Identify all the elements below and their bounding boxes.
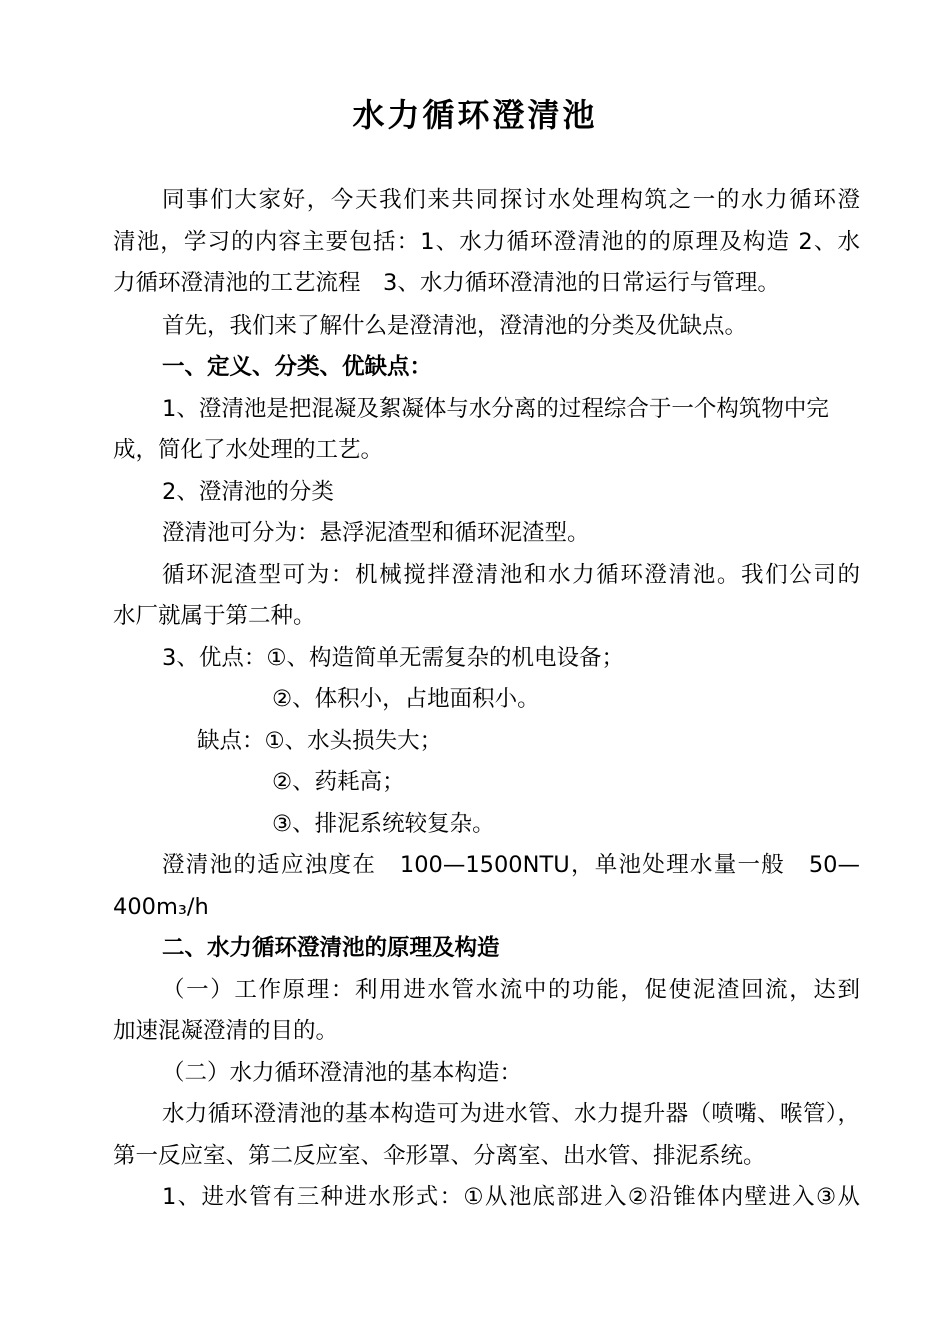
paragraph-line: 加速混凝澄清的目的。 (113, 1018, 339, 1044)
paragraph-line: 澄清池的适应浊度在 100—1500NTU，单池处理水量一般 50— (162, 852, 860, 878)
document-title: 水力循环澄清池 (352, 96, 598, 134)
paragraph-line: 水厂就属于第二种。 (113, 603, 316, 629)
section-heading: 二、水力循环澄清池的原理及构造 (162, 935, 500, 961)
paragraph-line: 清池，学习的内容主要包括：1、水力循环澄清池的的原理及构造 2、水 (113, 229, 860, 255)
paragraph-line: 循环泥渣型可为：机械搅拌澄清池和水力循环澄清池。我们公司的 (162, 562, 860, 588)
paragraph-line: 首先，我们来了解什么是澄清池，澄清池的分类及优缺点。 (162, 313, 748, 339)
paragraph-line: 第一反应室、第二反应室、伞形罩、分离室、出水管、排泥系统。 (113, 1143, 766, 1169)
paragraph-line: ③、排泥系统较复杂。 (272, 811, 495, 837)
paragraph-line: 1、澄清池是把混凝及絮凝体与水分离的过程综合于一个构筑物中完 (162, 396, 829, 422)
paragraph-line: ②、体积小，占地面积小。 (272, 686, 540, 712)
paragraph-line: （一）工作原理：利用进水管水流中的功能，促使泥渣回流，达到 (162, 977, 860, 1003)
paragraph-line: （二）水力循环澄清池的基本构造： (162, 1060, 523, 1086)
paragraph-line: 400m₃/h (113, 894, 209, 920)
section-heading: 一、定义、分类、优缺点： (162, 354, 433, 380)
paragraph-line: 澄清池可分为：悬浮泥渣型和循环泥渣型。 (162, 520, 590, 546)
paragraph-line: 成，简化了水处理的工艺。 (113, 437, 384, 463)
paragraph-line: 3、优点：①、构造简单无需复杂的机电设备； (162, 645, 624, 671)
paragraph-line: 1、进水管有三种进水形式：①从池底部进入②沿锥体内壁进入③从 (162, 1184, 860, 1210)
paragraph-line: 水力循环澄清池的基本构造可为进水管、水力提升器（喷嘴、喉管）， (162, 1101, 860, 1127)
paragraph-line: 2、澄清池的分类 (162, 479, 334, 505)
paragraph-line: ②、药耗高； (272, 769, 405, 795)
paragraph-line: 力循环澄清池的工艺流程 3、水力循环澄清池的日常运行与管理。 (113, 270, 780, 296)
paragraph-line: 缺点：①、水头损失大； (197, 728, 443, 754)
paragraph-line: 同事们大家好，今天我们来共同探讨水处理构筑之一的水力循环澄 (162, 187, 860, 213)
